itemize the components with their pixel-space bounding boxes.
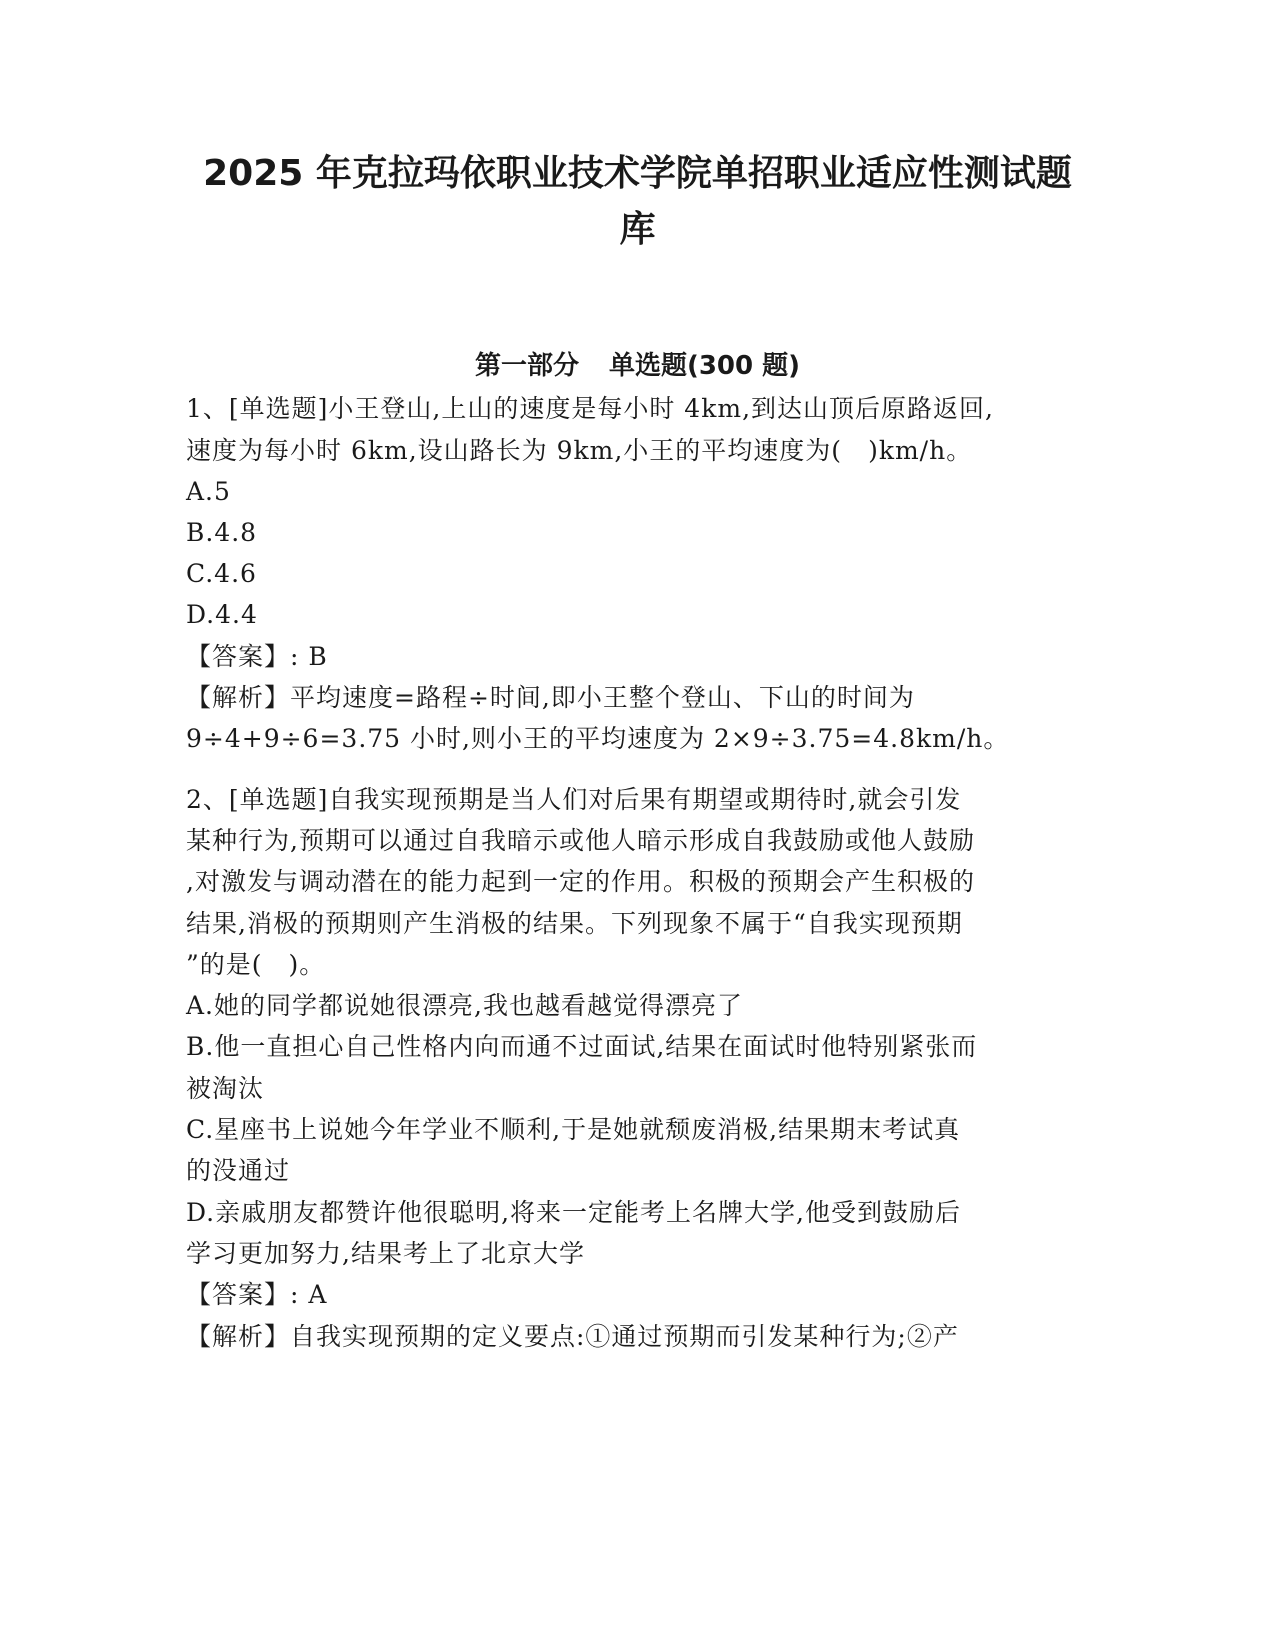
- question-2-option-b-line-2: 被淘汰: [186, 1074, 265, 1103]
- question-2-option-c-line-1: C.星座书上说她今年学业不顺利,于是她就颓废消极,结果期末考试真: [186, 1115, 961, 1144]
- question-1-option-a: A.5: [186, 477, 231, 506]
- section-heading: [160, 346, 1115, 386]
- question-1-analysis-line-2: 9÷4+9÷6=3.75 小时,则小王的平均速度为 2×9÷3.75=4.8km/h。: [186, 724, 1010, 753]
- question-1-option-d: D.4.4: [186, 600, 258, 629]
- section-name-label: 单选题(300 题): [608, 351, 801, 381]
- question-2-option-b-line-1: B.他一直担心自己性格内向而通不过面试,结果在面试时他特别紧张而: [186, 1032, 978, 1061]
- question-2-stem-line-1: 2、[单选题]自我实现预期是当人们对后果有期望或期待时,就会引发: [186, 785, 962, 814]
- question-2-option-c-line-2: 的没通过: [186, 1156, 291, 1185]
- question-1-stem-line-1: 1、[单选题]小王登山,上山的速度是每小时 4km,到达山顶后原路返回,: [186, 394, 994, 423]
- question-2-option-d-line-1: D.亲戚朋友都赞许他很聪明,将来一定能考上名牌大学,他受到鼓励后: [186, 1198, 961, 1227]
- question-2-option-d-line-2: 学习更加努力,结果考上了北京大学: [186, 1239, 585, 1268]
- question-2-analysis-line-1: 【解析】自我实现预期的定义要点:①通过预期而引发某种行为;②产: [186, 1322, 959, 1351]
- question-1-option-c: C.4.6: [186, 559, 257, 588]
- question-2-stem-line-3: ,对激发与调动潜在的能力起到一定的作用。积极的预期会产生积极的: [186, 867, 975, 896]
- document-title-line-1: 2025 年克拉玛依职业技术学院单招职业适应性测试题: [203, 153, 1072, 194]
- question-1-answer: 【答案】: B: [186, 642, 328, 671]
- question-2-stem-line-4: 结果,消极的预期则产生消极的结果。下列现象不属于“自我实现预期: [186, 909, 963, 938]
- question-2-stem-line-5: ”的是( )。: [186, 950, 326, 979]
- question-2-option-a: A.她的同学都说她很漂亮,我也越看越觉得漂亮了: [186, 991, 743, 1020]
- question-2-answer: 【答案】: A: [186, 1280, 328, 1309]
- question-1-stem-line-2: 速度为每小时 6km,设山路长为 9km,小王的平均速度为( )km/h。: [186, 436, 973, 465]
- document-title-line-2: 库: [619, 209, 656, 250]
- question-2-stem-line-2: 某种行为,预期可以通过自我暗示或他人暗示形成自我鼓励或他人鼓励: [186, 826, 975, 855]
- question-1-analysis-line-1: 【解析】平均速度=路程÷时间,即小王整个登山、下山的时间为: [186, 683, 915, 712]
- section-part-label: 第一部分: [474, 351, 579, 381]
- question-1-option-b: B.4.8: [186, 518, 258, 547]
